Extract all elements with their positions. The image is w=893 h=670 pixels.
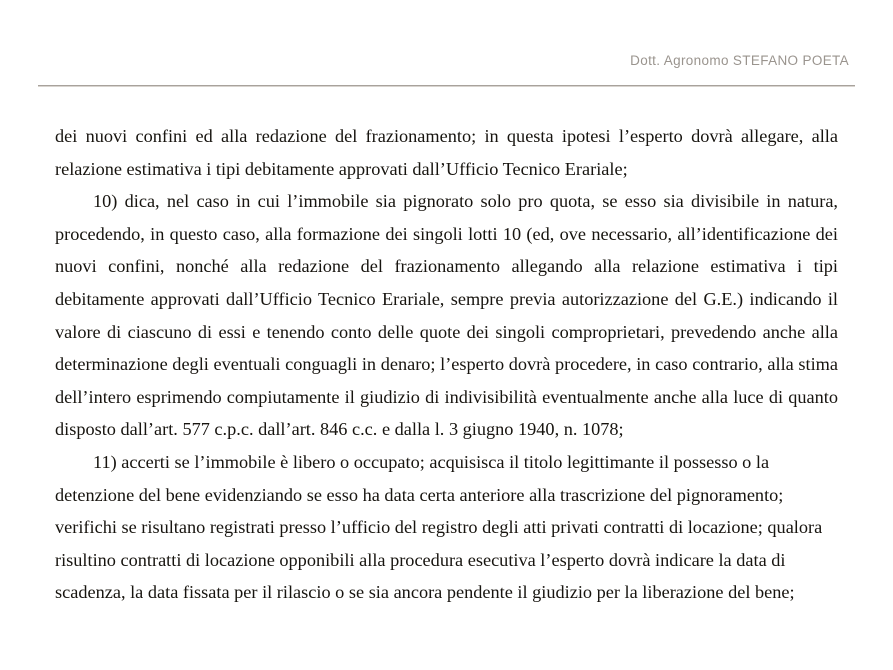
paragraph-item-11: 11) accerti se l’immobile è libero o occupato; acquisisca il titolo legittimante il possesso o la detenzione del bene evidenziando se esso ha data certa anteriore alla trascrizione del pignoramento; verifichi se risultano registrati presso l’ufficio del registro degli atti privati contratti di locazione; qualora risultino contratti di locazione opponibili alla procedura esecutiva l’esperto dovrà indicare la data di scadenza, la data fissata per il rilascio o se sia ancora pendente il giudizio per la liberazione del bene; [55,451,823,603]
paragraph-continuation: dei nuovi confini ed alla redazione del frazionamento; in questa ipotesi l’esperto dovrà allegare, alla relazione estimativa i tipi debitamente approvati dall’Ufficio Tecnico Erariale; [55,126,838,179]
page-header [38,52,855,92]
paragraph-item-10: 10) dica, nel caso in cui l’immobile sia pignorato solo pro quota, se esso sia divisibile in natura, procedendo, in questo caso, alla formazione dei singoli lotti 10 (ed, ove necessario, all’identificazione dei nuovi confini, nonché alla redazione del frazionamento allegando alla relazione estimativa i tipi debitamente approvati dall’Ufficio Tecnico Erariale, sempre previa autorizzazione del G.E.) indicando il valore di ciascuno di essi e tenendo conto delle quote dei singoli comproprietari, prevedendo anche alla determinazione degli eventuali conguagli in denaro; l’esperto dovrà procedere, in caso contrario, alla stima dell’intero esprimendo compiutamente il giudizio di indivisibilità eventualmente anche alla luce di quanto disposto dall’art. 577 c.p.c. dall’art. 846 c.c. e dalla l. 3 giugno 1940, n. 1078; [55,191,838,440]
document-body [55,120,838,609]
header-divider [38,85,855,87]
header-author-title: Dott. Agronomo STEFANO POETA [630,53,849,68]
